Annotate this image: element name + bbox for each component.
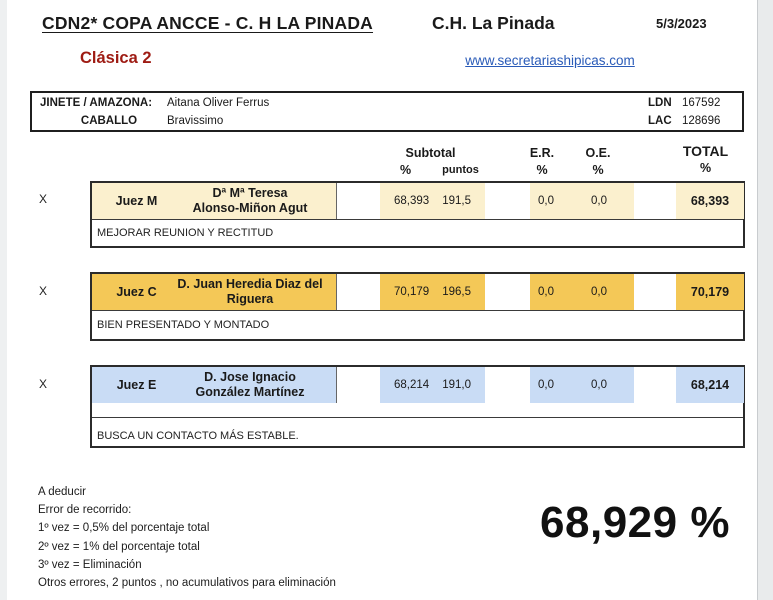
col-header-oe: O.E. <box>585 146 611 160</box>
judge-e-comment: BUSCA UN CONTACTO MÁS ESTABLE. <box>97 430 299 442</box>
horse-license-label: LAC <box>648 115 672 127</box>
judge-m-position: Juez M <box>115 194 158 208</box>
judge-e-position: Juez E <box>116 378 157 392</box>
judge-c-oe: 0,0 <box>591 286 607 298</box>
rider-label: JINETE / AMAZONA: <box>40 97 153 109</box>
judge-m-subtotal-points: 191,5 <box>442 195 471 207</box>
note-second-error: 2º vez = 1% del porcentaje total <box>38 541 200 553</box>
judge-m-cell <box>92 183 337 219</box>
rider-license-number: 167592 <box>682 97 721 109</box>
note-third-error: 3º vez = Eliminación <box>38 559 142 571</box>
entry-info-box <box>30 91 744 132</box>
col-header-er: E.R. <box>529 146 555 160</box>
judge-m-er: 0,0 <box>538 195 554 207</box>
judge-m-mark: X <box>38 192 47 206</box>
judge-e-name: D. Jose Ignacio González Martínez <box>195 370 305 399</box>
venue-name: C.H. La Pinada <box>432 13 555 33</box>
scan-edge-left <box>0 0 7 600</box>
col-header-er-pct: % <box>536 163 548 177</box>
judge-c-cell <box>92 274 337 310</box>
judge-m-errors <box>530 183 634 219</box>
note-other-errors: Otros errores, 2 puntos , no acumulativos para eliminación <box>38 577 336 589</box>
judge-m-oe: 0,0 <box>591 195 607 207</box>
judge-c-block <box>90 272 745 341</box>
final-score: 68,929 % <box>540 498 730 547</box>
judge-c-subtotal-pct: 70,179 <box>394 286 430 298</box>
judge-c-mark: X <box>38 284 47 298</box>
website-link[interactable]: www.secretariashipicas.com <box>465 53 635 68</box>
judge-m-comment: MEJORAR REUNION Y RECTITUD <box>97 227 274 239</box>
judge-m-subtotal <box>380 183 485 219</box>
col-header-total-pct: % <box>699 161 712 175</box>
judge-e-block <box>90 365 745 448</box>
judge-c-subtotal <box>380 274 485 310</box>
judge-e-oe: 0,0 <box>591 379 607 391</box>
judge-c-total: 70,179 <box>676 274 744 310</box>
judge-m-total: 68,393 <box>676 183 744 219</box>
rider-license-label: LDN <box>648 97 672 109</box>
class-name: Clásica 2 <box>80 49 152 67</box>
judge-c-position: Juez C <box>116 285 157 299</box>
judge-m-block <box>90 181 745 248</box>
judge-c-comment: BIEN PRESENTADO Y MONTADO <box>97 319 270 331</box>
col-header-subtotal: Subtotal <box>405 146 456 160</box>
judge-e-mark: X <box>38 377 47 391</box>
judge-e-cell <box>92 367 337 403</box>
scan-edge-right <box>757 0 773 600</box>
competition-title: CDN2* COPA ANCCE - C. H LA PINADA <box>42 13 374 33</box>
col-header-oe-pct: % <box>592 163 604 177</box>
judge-m-name: Dª Mª Teresa Alonso-Miñon Agut <box>192 186 308 215</box>
judge-e-total: 68,214 <box>676 367 744 403</box>
note-error-recorrido: Error de recorrido: <box>38 504 132 516</box>
judge-c-er: 0,0 <box>538 286 554 298</box>
judge-c-errors <box>530 274 634 310</box>
col-header-subtotal-pct: % <box>399 163 412 177</box>
horse-label: CABALLO <box>80 115 138 127</box>
horse-name: Bravissimo <box>167 115 224 127</box>
col-header-subtotal-points: puntos <box>442 164 479 176</box>
judge-e-subtotal-pct: 68,214 <box>394 379 430 391</box>
note-first-error: 1º vez = 0,5% del porcentaje total <box>38 522 210 534</box>
col-header-total: TOTAL <box>682 143 729 159</box>
judge-e-errors <box>530 367 634 403</box>
competition-date: 5/3/2023 <box>656 16 707 31</box>
judge-m-subtotal-pct: 68,393 <box>394 195 430 207</box>
judge-e-subtotal-points: 191,0 <box>442 379 471 391</box>
horse-license-number: 128696 <box>682 115 721 127</box>
judge-c-name: D. Juan Heredia Diaz del Riguera <box>177 277 323 306</box>
judge-e-subtotal <box>380 367 485 403</box>
judge-e-er: 0,0 <box>538 379 554 391</box>
deduction-title: A deducir <box>38 486 86 498</box>
judge-c-subtotal-points: 196,5 <box>442 286 471 298</box>
rider-name: Aitana Oliver Ferrus <box>167 97 270 109</box>
